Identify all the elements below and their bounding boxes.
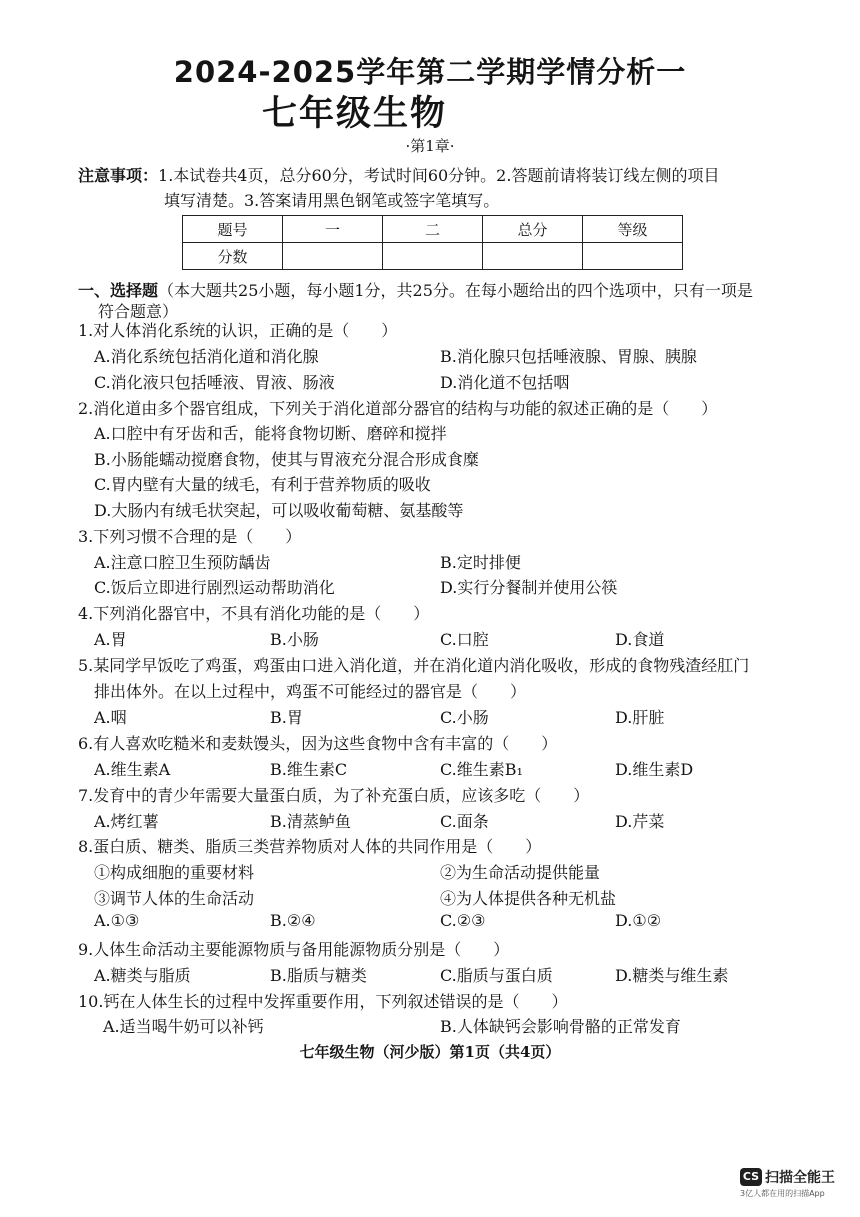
- question-option: D.①②: [615, 911, 662, 930]
- question-option: B.②④: [270, 911, 316, 930]
- watermark-app-name: 扫描全能王: [765, 1169, 835, 1186]
- exam-subject: 七年级生物: [262, 94, 448, 134]
- question-option: D.维生素D: [615, 760, 694, 779]
- score-table-value-row: [183, 243, 683, 270]
- question-stem: 1.对人体消化系统的认识，正确的是（ ）: [78, 321, 398, 340]
- notes-label: 注意事项：: [78, 166, 159, 185]
- watermark-tagline: 3亿人都在用的扫描App: [740, 1189, 825, 1198]
- score-table: [182, 215, 683, 270]
- exam-title: 2024-2025学年第二学期学情分析一: [173, 55, 687, 89]
- notes-line-1: 1.本试卷共4页，总分60分，考试时间60分钟。2.答题前请将装订线左侧的项目: [158, 166, 720, 185]
- score-header-cell: 一: [283, 216, 383, 243]
- question-option: C.胃内壁有大量的绒毛，有利于营养物质的吸收: [94, 475, 431, 494]
- question-stem: 6.有人喜欢吃糙米和麦麸馒头，因为这些食物中含有丰富的（ ）: [78, 734, 558, 753]
- question-option: A.咽: [94, 708, 127, 727]
- question-stem: 4.下列消化器官中，不具有消化功能的是（ ）: [78, 604, 430, 623]
- score-row-label: 分数: [183, 243, 283, 270]
- question-option: C.消化液只包括唾液、胃液、肠液: [94, 373, 335, 392]
- question-option: B.人体缺钙会影响骨骼的正常发育: [440, 1017, 681, 1036]
- question-option: B.定时排便: [440, 553, 521, 572]
- question-option: D.肝脏: [615, 708, 665, 727]
- question-option: C.小肠: [440, 708, 489, 727]
- section-desc-2: 符合题意）: [98, 302, 179, 321]
- section-heading: [78, 280, 753, 322]
- score-header-cell: 等级: [583, 216, 683, 243]
- question-option: D.实行分餐制并使用公筷: [440, 578, 618, 597]
- question-statement: ②为生命活动提供能量: [440, 863, 601, 882]
- question-option: B.维生素C: [270, 760, 348, 779]
- question-option: A.糖类与脂质: [94, 966, 191, 985]
- question-option: C.口腔: [440, 630, 489, 649]
- question-option: B.清蒸鲈鱼: [270, 812, 351, 831]
- score-value-cell: [483, 243, 583, 270]
- question-option: A.消化系统包括消化道和消化腺: [94, 347, 319, 366]
- question-stem: 7.发育中的青少年需要大量蛋白质，为了补充蛋白质，应该多吃（ ）: [78, 786, 590, 805]
- question-option: C.②③: [440, 911, 486, 930]
- chapter-label: ·第1章·: [405, 137, 455, 155]
- question-option: B.消化腺只包括唾液腺、胃腺、胰腺: [440, 347, 697, 366]
- question-stem: 2.消化道由多个器官组成，下列关于消化道部分器官的结构与功能的叙述正确的是（ ）: [78, 399, 718, 418]
- question-option: A.注意口腔卫生预防龋齿: [94, 553, 271, 572]
- scanner-watermark: [740, 1166, 835, 1198]
- question-option: A.①③: [94, 911, 140, 930]
- score-value-cell: [383, 243, 483, 270]
- question-stem: 3.下列习惯不合理的是（ ）: [78, 527, 302, 546]
- question-option: B.脂质与糖类: [270, 966, 367, 985]
- question-option: D.食道: [615, 630, 665, 649]
- question-option: D.芹菜: [615, 812, 665, 831]
- score-value-cell: [583, 243, 683, 270]
- question-option: D.糖类与维生素: [615, 966, 729, 985]
- question-option: A.烤红薯: [94, 812, 159, 831]
- question-statement: ④为人体提供各种无机盐: [440, 889, 617, 908]
- question-option: D.消化道不包括咽: [440, 373, 570, 392]
- question-option: B.小肠能蠕动搅磨食物，使其与胃液充分混合形成食糜: [94, 450, 479, 469]
- page-footer: 七年级生物（河少版）第1页（共4页）: [299, 1043, 561, 1061]
- question-stem: 5.某同学早饭吃了鸡蛋，鸡蛋由口进入消化道，并在消化道内消化吸收，形成的食物残渣经肛门: [78, 656, 750, 675]
- question-statement: ③调节人体的生命活动: [94, 889, 255, 908]
- question-stem-continued: 排出体外。在以上过程中，鸡蛋不可能经过的器官是（ ）: [94, 682, 527, 701]
- score-value-cell: [283, 243, 383, 270]
- question-option: A.适当喝牛奶可以补钙: [103, 1017, 264, 1036]
- exam-notes: [78, 163, 719, 213]
- notes-line-2: 填写清楚。3.答案请用黑色钢笔或签字笔填写。: [164, 191, 500, 210]
- question-option: B.胃: [270, 708, 303, 727]
- score-header-cell: 题号: [183, 216, 283, 243]
- question-option: B.小肠: [270, 630, 319, 649]
- score-header-cell: 总分: [483, 216, 583, 243]
- question-option: A.胃: [94, 630, 127, 649]
- question-stem: 8.蛋白质、糖类、脂质三类营养物质对人体的共同作用是（ ）: [78, 837, 542, 856]
- score-header-cell: 二: [383, 216, 483, 243]
- score-table-header-row: [183, 216, 683, 243]
- question-stem: 10.钙在人体生长的过程中发挥重要作用，下列叙述错误的是（ ）: [78, 992, 568, 1011]
- question-option: D.大肠内有绒毛状突起，可以吸收葡萄糖、氨基酸等: [94, 501, 464, 520]
- question-stem: 9.人体生命活动主要能源物质与备用能源物质分别是（ ）: [78, 940, 510, 959]
- camscanner-logo-icon: CS: [740, 1168, 762, 1186]
- question-option: C.饭后立即进行剧烈运动帮助消化: [94, 578, 335, 597]
- section-title: 一、选择题: [78, 281, 159, 300]
- question-option: A.口腔中有牙齿和舌，能将食物切断、磨碎和搅拌: [94, 424, 447, 443]
- question-option: A.维生素A: [94, 760, 171, 779]
- question-option: C.维生素B₁: [440, 760, 523, 779]
- section-desc-1: （本大题共25小题，每小题1分，共25分。在每小题给出的四个选项中，只有一项是: [158, 281, 753, 300]
- question-statement: ①构成细胞的重要材料: [94, 863, 255, 882]
- question-option: C.脂质与蛋白质: [440, 966, 553, 985]
- question-option: C.面条: [440, 812, 489, 831]
